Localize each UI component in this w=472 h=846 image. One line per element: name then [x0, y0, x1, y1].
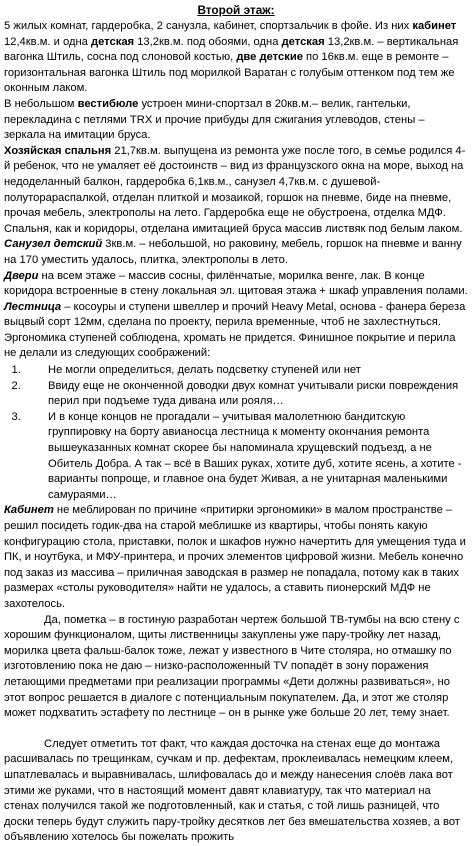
text: на всем этаже – массив сосны, филёнчатые, морилка венге, лак. В конце коридора встроенные в стену локальная эл. щитовая этажа + шкаф управления полами. [4, 269, 468, 298]
bold-term: вестибюле [77, 97, 139, 110]
paragraph-doors [4, 269, 468, 300]
paragraph-note: Да, пометка – в гостиную разработан чертеж большой ТВ-тумбы на всю стену с хорошим функционалом, щиты лиственницы закуплены уже пару-тройку лет назад, морилка цвета фальш-балок тоже, лежат у известного в Чите столяра, но отмашку по изготовлению пока не даю – низко-расположенный TV попадёт в зону поражения летающими предметами при реализации программы «Дети должны развиваться», но этот вопрос решается в диалоге с потенциальным покупателем. Да, и этот же столяр может подхватить эстафету по лестнице – он в рынке уже больше 20 лет, тему знает. [4, 613, 460, 720]
reasons-list [4, 363, 468, 503]
text: – косоуры и ступени швеллер и прочий Heavy Metal, основа - фанера береза выцвый сорт 12мм, сделана по проекту, перила временные, чтоб не захлестнуться. Эргономика ступеней соблюдена, хромать не придется. Финишное покрытие и перила не делали из следующих соображений: [4, 300, 466, 360]
paragraph-office [4, 503, 468, 612]
italic-term: Санузел детский [4, 238, 103, 251]
text: 5 жилых комнат, гардеробка, 2 санузла, кабинет, спортзальчик в фойе. Из них [4, 20, 413, 32]
text: 12,4кв.м. и одна [4, 35, 91, 48]
bold-term: кабинет [412, 20, 457, 32]
bold-term: детская [91, 35, 135, 48]
list-item: 3. И в конце концов не прогадали – учитывая малолетнюю бандитскую группировку на борту авианосца лестница к моменту окончания ремонта вышеуказанных комнат скорее бы напоминала хрущевский подъезд, а не Обитель Добра. А так – всё в Ваших руках, хотите дуб, хотите ясень, а хотите - варианты попроще, и главное она будет Живая, а не унитарная маленькими самураями… [24, 410, 468, 504]
italic-term: Лестница [4, 300, 62, 313]
paragraph-vestibule [4, 97, 468, 144]
page-title: Второй этаж: [197, 3, 275, 17]
italic-term: Двери [4, 269, 39, 282]
text: 21,7кв.м. выпущена из ремонта уже после того, в семье родился 4-й ребенок, что не умаляет её достоинств – вид из французского окна на море, выход на недоделанный балкон, гардеробка 6,1кв.м., санузел 4,7кв.м. с душевой-полуторараспалкой, отделан плиткой и мозаикой, горшок на пневме, биде на пневме, прочая мебель, электрополы на лето. Гардеробка еще не обустроена, отделка МДФ. Спальня, как и коридоры, отделана имитацией бруса массив листвяк под белым лаком. [4, 144, 466, 235]
list-item: 2. Ввиду еще не оконченной доводки двух комнат учитывали риски повреждения перил при подъеме туда дивана или рояля… [24, 379, 468, 410]
paragraph-master-bedroom [4, 144, 468, 238]
text: В небольшом [4, 97, 78, 110]
paragraph-kids-bathroom [4, 237, 468, 268]
text: 3кв.м. – небольшой, но раковину, мебель, горшок на пневме и ванну на 170 уместить удалось, плитка, электрополы в лето. [4, 238, 462, 266]
text: 13,2кв.м. под обоями, одна [134, 35, 282, 48]
bold-term: детская [281, 35, 325, 48]
italic-term: Кабинет [4, 504, 54, 517]
text: устроен мини-спортзал в 20кв.м.– велик, гантельки, перекладина с петлями TRX и прочие прибуды для сжигания углеводов, стены – зеркала на имитации бруса. [4, 97, 425, 142]
paragraph-intro [4, 19, 468, 97]
bold-term: две детские [236, 51, 303, 64]
text: не меблирован по причине «притирки эргономики» в малом пространстве – решил посидеть годик-два на старой меблишке из квартиры, чтобы понять какую конфигурацию стола, приставки, полок и шкафов нужно начертить для умещения туда и ПК, и ноутбука, и МФУ-принтера, и прочих элементов цифровой жизни. Мебель конечно под заказ из массива – приличная заводская в размер не попадала, потому как в таких размерах «столы руководителя» найти не удалось, а ставить пионерский МДФ не захотелось. [4, 504, 466, 610]
bold-term: Хозяйская спальня [4, 144, 112, 157]
paragraph-walls: Следует отметить тот факт, что каждая досточка на стенах еще до монтажа расшивалась по трещинкам, сучкам и пр. дефектам, проклеивалась немецким клеем, шпатлевалась и выравнивалась, шлифовалась до и между нанесения слоёв лака вот этими же руками, что в настоящий момент давят клавиатуру, так что материал на стенах получился такой же подготовленный, как и статья, с той лишь разницей, что доски теперь будут служить пару-тройку десятков лет без вмешательства хозяев, а вот объявлению хотелось бы пожелать прожить [4, 737, 460, 844]
text: по 16кв.м. еще в ремонте – горизонтальная вагонка Штиль под морилкой Варатан с голубым оттенком под тем же оконным лаком. [4, 51, 455, 95]
list-item: 1. Не могли определиться, делать подсветку ступеней или нет [24, 363, 468, 379]
text: 13,2кв.м. – вертикальная вагонка Штиль, сосна под слоновой костью, [4, 35, 459, 64]
paragraph-staircase [4, 300, 468, 362]
